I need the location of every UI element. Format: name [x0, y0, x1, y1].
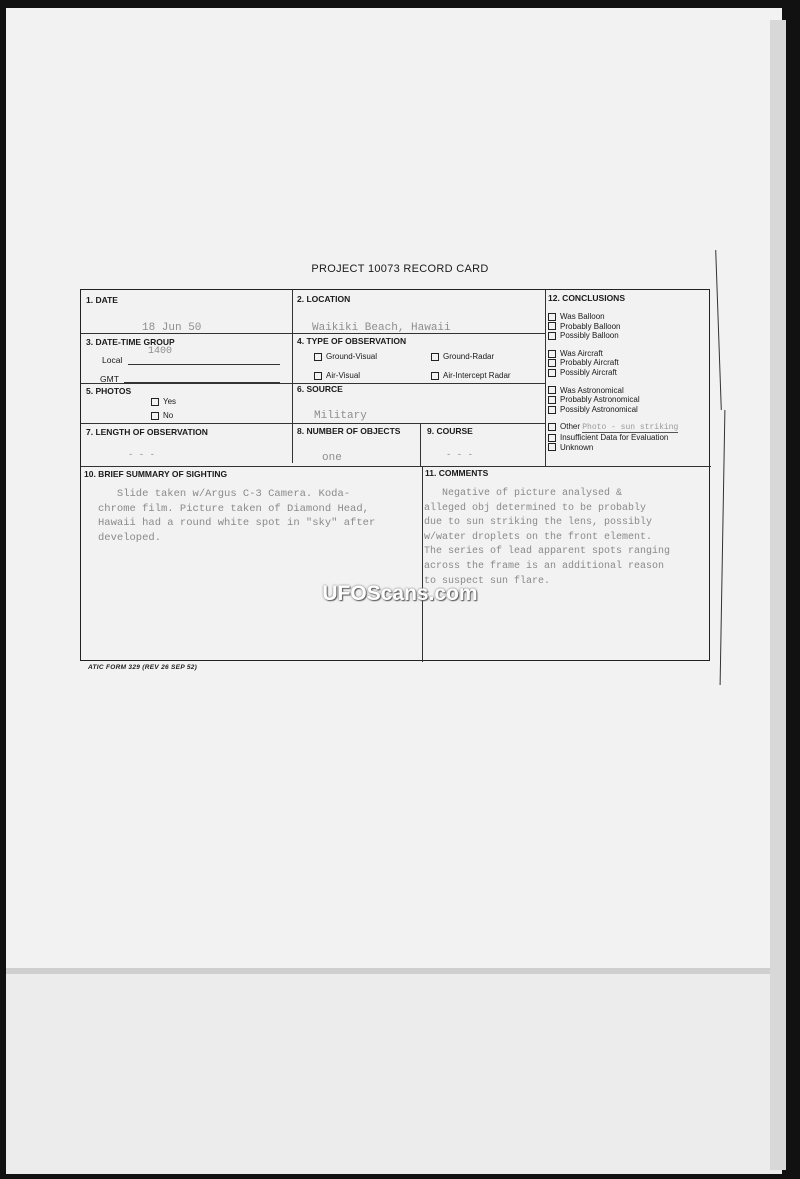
checkbox[interactable] [548, 434, 556, 442]
summary-label: 10. BRIEF SUMMARY OF SIGHTING [84, 469, 228, 479]
checkbox[interactable] [151, 412, 159, 420]
comments-line: to suspect sun flare. [424, 575, 551, 587]
divider [81, 466, 711, 467]
comments-label: 11. COMMENTS [425, 468, 489, 478]
photos-no-option[interactable] [151, 411, 173, 420]
checkbox[interactable] [548, 423, 556, 431]
conclusion-option[interactable] [548, 312, 678, 322]
conclusion-option[interactable] [548, 433, 678, 443]
summary-line: Hawaii had a round white spot in "sky" after [98, 517, 376, 530]
page-edge [770, 20, 786, 1170]
conclusion-option[interactable] [548, 349, 678, 359]
dtg-label: 3. DATE-TIME GROUP [86, 337, 175, 347]
checkbox[interactable] [314, 372, 322, 380]
conclusion-text: Was Astronomical [560, 385, 624, 395]
photos-no-text: No [163, 411, 174, 420]
lower-paper-sheet [6, 968, 782, 1174]
conclusion-text: Possibly Aircraft [560, 367, 617, 377]
conclusion-option[interactable] [548, 443, 678, 453]
checkbox[interactable] [548, 443, 556, 451]
gmt-label: GMT [100, 374, 119, 384]
checkbox[interactable] [548, 322, 556, 330]
card-title: PROJECT 10073 RECORD CARD [311, 263, 489, 275]
num-objects-label: 8. NUMBER OF OBJECTS [297, 426, 401, 436]
location-label: 2. LOCATION [297, 294, 351, 304]
date-label: 1. DATE [86, 295, 118, 305]
conclusion-option[interactable] [548, 368, 678, 378]
checkbox[interactable] [548, 332, 556, 340]
conclusion-text: Other [560, 422, 581, 432]
local-time-line [128, 364, 280, 365]
conclusion-option[interactable] [548, 405, 678, 415]
comments-line: across the frame is an additional reason [424, 560, 665, 572]
summary-line: developed. [98, 531, 162, 544]
checkbox[interactable] [151, 398, 159, 406]
conclusion-text: Unknown [560, 442, 594, 452]
comments-line: The series of lead apparent spots ranging [424, 546, 671, 558]
conclusion-text: Probably Balloon [560, 321, 621, 331]
checkbox[interactable] [548, 406, 556, 414]
conclusions-label: 12. CONCLUSIONS [548, 293, 625, 303]
checkbox[interactable] [431, 372, 439, 380]
summary-line: Slide taken w/Argus C-3 Camera. Koda- [98, 488, 351, 500]
conclusions-list [548, 312, 678, 452]
ground-radar-text: Ground-Radar [443, 352, 495, 361]
ground-visual-option[interactable] [314, 352, 377, 361]
conclusion-text: Insufficient Data for Evaluation [560, 432, 669, 442]
divider [420, 423, 421, 466]
checkbox[interactable] [431, 353, 439, 361]
checkbox[interactable] [548, 396, 556, 404]
date-value: 18 Jun 50 [142, 322, 202, 334]
divider [422, 466, 423, 662]
location-value: Waikiki Beach, Hawaii [312, 322, 451, 334]
conclusion-option[interactable] [548, 322, 678, 332]
conclusion-text: Was Aircraft [560, 348, 603, 358]
checkbox[interactable] [548, 369, 556, 377]
watermark: UFOScans.com [322, 582, 478, 605]
conclusion-option[interactable] [548, 422, 678, 433]
photos-label: 5. PHOTOS [86, 386, 132, 396]
checkbox[interactable] [548, 386, 556, 394]
photos-yes-option[interactable] [151, 397, 176, 406]
gmt-line [124, 382, 280, 383]
conclusion-text: Probably Aircraft [560, 358, 619, 368]
checkbox[interactable] [548, 359, 556, 367]
length-value: - - - [128, 450, 156, 460]
source-label: 6. SOURCE [297, 384, 343, 394]
course-label: 9. COURSE [427, 426, 473, 436]
comments-line: due to sun striking the lens, possibly [424, 517, 653, 529]
air-intercept-radar-option[interactable] [431, 371, 511, 380]
checkbox[interactable] [314, 353, 322, 361]
checkbox[interactable] [548, 313, 556, 321]
air-intercept-radar-text: Air-Intercept Radar [443, 371, 511, 380]
divider [292, 290, 293, 463]
type-observation-label: 4. TYPE OF OBSERVATION [297, 336, 407, 346]
conclusion-text: Probably Astronomical [560, 395, 640, 405]
ground-radar-option[interactable] [431, 352, 494, 361]
source-value: Military [314, 410, 367, 422]
conclusion-text: Possibly Balloon [560, 331, 619, 341]
course-value: - - - [446, 450, 474, 460]
comments-line: alleged obj determined to be probably [424, 502, 647, 514]
air-visual-option[interactable] [314, 371, 360, 380]
comments-text [424, 487, 670, 589]
local-label: Local [102, 355, 123, 365]
local-time-value: 1400 [148, 346, 173, 357]
form-id: ATIC FORM 329 (REV 26 SEP 52) [88, 664, 198, 671]
divider [545, 290, 546, 466]
other-value: Photo - sun striking [582, 423, 679, 433]
conclusion-option[interactable] [548, 386, 678, 396]
length-label: 7. LENGTH OF OBSERVATION [86, 427, 208, 437]
checkbox[interactable] [548, 350, 556, 358]
comments-line: Negative of picture analysed & [424, 488, 623, 499]
conclusion-text: Was Balloon [560, 312, 605, 321]
conclusion-option[interactable] [548, 331, 678, 341]
ground-visual-text: Ground-Visual [326, 352, 377, 361]
num-objects-value: one [322, 452, 342, 464]
summary-line: chrome film. Picture taken of Diamond Head, [98, 502, 369, 515]
conclusion-option[interactable] [548, 358, 678, 368]
divider [81, 423, 545, 424]
conclusion-option[interactable] [548, 395, 678, 405]
summary-text [98, 487, 375, 545]
air-visual-text: Air-Visual [326, 371, 361, 380]
conclusion-text: Possibly Astronomical [560, 404, 638, 414]
photos-yes-text: Yes [163, 397, 177, 406]
comments-line: w/water droplets on the front element. [424, 531, 653, 543]
